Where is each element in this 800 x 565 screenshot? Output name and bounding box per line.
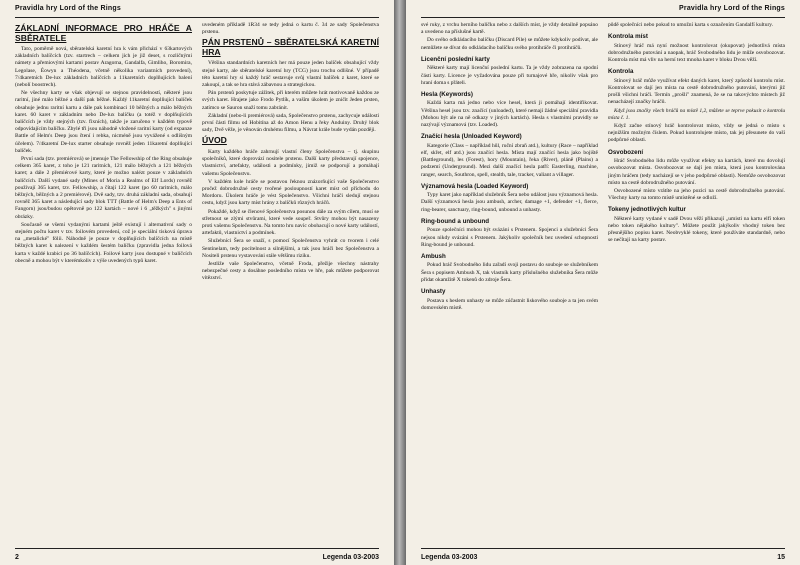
paragraph: Pokud hráč Svobodného lidu zařadí svoji postavu do souboje se služebníkem Šera s popisem Ambush X, tak vlastník karty příslušného služebníka Šera může přidat okamžitě X tokenů do zdroje Šera. [421,262,598,283]
paragraph: Většina standardních karetních her má pouze jeden balíček obsahující vždy stejné karty, ale sběratelské karetní hry (TCG) jsou trochu odlišné. V případě této karetní hry si každý hráč sestavuje svůj vlastní balíček z karet, které se zakoupí, a tak se hra stává zábavnou a strategickou. [202,60,379,89]
paragraph: Osvobozené místo vrátíte na jeho pozici na cestě dobrodružného putování. Všechny karty na tomto místě umístěné se odloží. [608,187,785,202]
subheading: Kontrola míst [608,33,648,41]
column [15,22,192,545]
text-columns [15,22,379,545]
paragraph: První sada (tzv. premiérová) se jmenuje The Fellowship of the Ring obsahuje celkem 365 karet, z toho je 121 raritních, 121 málo běžných a 121 běžných karet; a dále 2 přemiérové karty, které je možno nalézt pouze v základních balíčcích. Další vydané sady (Mines of Moria a Realms of Elf Lords) rovněž používají 365 karet, tzv. Fellowship, a čítají 122 karet (po 60 raritních, málo běžných, běžných a 2 premiérové). Dvě sady, tzv. druhá základní sada, obsahují rovněž 365 karet a následující sady blok TTT (Battle of Helm's Deep a Ents of Fangorn) jsou/budou opětovně po 122 kartách – nové i 6 „těžkých" s jinými obrázky. [15,156,192,220]
paragraph: Pouze společníci mohou být svázáni s Prstenem. Spojenci a služebníci Šera nejsou nikdy svázáni s Prstenem. Jakýkoliv společník bez uvedení schopnosti Ring-bound je unbound. [421,227,598,248]
paragraph: své ruky, z vrchu herního balíčku nebo z dalších míst, je vždy detailně popsáno a uvedeno na příslušné kartě. [421,22,598,36]
paragraph: Tato, poměrně nová, sběratelská karetní hra k vám přichází v 63kartových základních balíčcích (tzv. startrech – celkem jich je již deset, s rozličnými námety a přemiovými kartami postav Aragorna, Gandalfa, Gimliho, Boromira, Legolase, Éowyn a Théodena, včetně několika variantních provedení), 7/4karetních De-lux základních balíčcích a 11karetních doplňujících balení (nebolí boostrech). [15,46,192,89]
paragraph: Ne všechny karty se však objevují se stejnou pravidelností, některé jsou raritní, jiné málo běžné a další pak běžné. Každý 11karetní doplňující balíček obsahuje jednu raritní kartu a dále pak kombinaci 10 běžných a málo běžných karet. 60 karet v základním nebo De-lux balíčku (a totéž v doplňujících balíčcích je vždy stejných (tzv. fixních), takže je zaručeno v každém typově odpovídajícím balíčku. Zbylé tři jsou náhodně vložené raritní karty (od expanze Battle of Helm's Deep jsou čtení i rebka, nicméně jsou vyvážené s odlišným účelem). 7/4karetní De-lux starter obsahuje rovněž jeden 11karetní doplňující balíček. [15,90,192,154]
paragraph: Typy karet jako například služebník Šera nebo událost jsou významová hesla. Další významová hesla jsou ambush, archer, damage +1, defender +1, fierce, ring-bearer, sanctuary, ring-bound, unbound a unhasty. [421,192,598,213]
paragraph: Postava s heslem unhasty se může zúčastnit liskového souboje a ta jen svém domovském místě. [421,297,598,311]
paragraph: Některé karty mají licenční poslední kartu. Ta je vždy zobrazena na spodní části karty. Licence je vyžadována pouze při turnajové hře, nikoliv však pro hraní doma s přáteli. [421,65,598,86]
column [421,22,598,545]
magazine-issue: Legenda 03-2003 [322,554,379,561]
section-heading: PÁN PRSTENŮ – SBĚRATELSKÁ KARETNÍ HRA [202,37,379,57]
page-footer [421,548,785,561]
paragraph: Každá karta má jedno nebo více hesel, která ji pomáhají identifikovat. Většina hesel jsou tzv. značící (unloaded), které nemají žádné speciální pravidla (Mohou být ale na ně odkazy v jiných kartách). Hesla s vlastními pravidly se nazývají významová (tzv. Loaded). [421,100,598,129]
subheading: Licenční poslední karty [421,55,490,63]
subheading: Ambush [421,252,446,260]
subheading: Tokeny jednotlivých kultur [608,206,686,214]
paragraph: Jestliže vaše Společenstvo, včetně Froda, přežije všechny nástrahy nebezpečné cesty a dosáhne posledního místa ve hře, pak můžete podporovat vítězství. [202,260,379,282]
paragraph: Pokaždé, když se členové Společenstva posunou dále za svým cílem, musí se střetnout se zlými stvůrami, které vede soupeř. Stvůry mohou být nasazeny proti vašemu Společenstvu. Na tomto hru navíc obohacují o nové karty událostí, artefaktů, vlastnictví a podmínek. [202,208,379,237]
paragraph: Základní (nebo-li premiérová) sada, Společenstvo prstenu, zachycuje události první části filmu od Hobitína až do Amon Henu a řeky Anduiny. Druhý blok sady, Dvě věže, je věnován druhému filmu, a Návrat krále bude vydán později. [202,112,379,134]
subheading: Osvobození [608,148,644,156]
page-number: 2 [15,554,19,561]
column [202,22,379,545]
subheading: Kontrola [608,68,634,76]
paragraph: Karty každého hráče zahrnují vlastní členy Společenstva – tj. skupinu společníků, které doprovází nositele prstenu. Další karty představují spojence, vlastnictví, artefakty, události a podmínky, jimiž se podporují a pomáhají vašemu Společenstvu. [202,148,379,177]
page-footer [15,548,379,561]
subheading: Hesla (Keywords) [421,90,473,98]
paragraph: Když začne stínový hráč kontrolovat místo, vždy se jedná o místo s nejnižším možným číslem. Pokud kontrolujete místo, tak jej přesunete do vaší podpůrné oblasti. [608,123,785,144]
right-page [406,0,800,565]
section-heading: ZÁKLADNÍ INFORMACE PRO HRÁČE A SBĚRATELE [15,23,192,43]
magazine-issue: Legenda 03-2003 [421,554,478,561]
left-page [0,0,394,565]
paragraph: Pán prstenů poskytuje zážitek, při kterém můžete hrát motivovaně každou ze svých karet. Hrajete jako Frodo Pytlík, a vaším úkolem je zničit Jeden prsten, zatímco se Sauron snaží tomu zabránit. [202,90,379,111]
paragraph: půdě společníci nebo pokud to umožní karta s označením Gandalfí kultury. [608,22,774,28]
example-note: Když jsou značky všech hráčů na místě 1,2, můžete se teprve pokusit o kontrolu místa č. 1. [608,107,785,121]
running-head: Pravidla hry Lord of the Rings [421,5,785,18]
paragraph: Stínový hráč může využívat efekt daných karet, který způsobí kontrolu míst. Kontrolovat se dají jen místa na cestě dobrodružného putování, kterými již prošli všichni hráči. Termín „prošli" znamená, že se na takovýchto místech již nenacházejí značky hráčů. [608,77,785,106]
paragraph: Do svého odkládacího balíčku (Discard Pile) se můžete kdykoliv podívat, ale nemůžete se dívat do odkládacího balíčku svého protihráče či protihráčů. [421,37,598,51]
paragraph: Hráč Svobodného lidu může využívat efekty na kartách, které mu dovolují osvobozovat místa. Osvobozovat se dají jen místa, která jsou kontrolována jiným hráčem (tedy nacházejí se v jeho podpůrné oblasti). Nemůže osvobozovat místo na cestě dobrodružného putování. [608,158,785,186]
subheading: Značící hesla (Unloaded Keyword) [421,133,522,141]
paragraph: Některé karty vydané v sadě Dvou věží přikazují „umisti na kartu elfí token nebo token nějakého kultury". Můžete použít jakýkoliv vhodný token bez přesnějšího popisu karet. Neobvyklé tokeny, které používáte standardně, nebo se nečítají na karty postav. [608,215,785,244]
section-heading: ÚVOD [202,135,227,146]
page-number: 15 [777,554,785,561]
paragraph: uvedeném příkladě 1R34 se tedy jedná o kartu č. 34 ze sady Společenstva prstenu. [202,22,379,36]
paragraph: Služebníci Šera se snaží, s pomocí Společenstva vyhrát co tvorem i celé Sentinelam, tedy pocítelnost a silnějšími, a tak jsou hráči bez Společenstva a Nositeli prstenu vystavováni stále většímu riziku. [202,238,379,259]
text-columns [421,22,785,545]
paragraph: Současně se všemi vydanými kartami ještě existují i alternativní sady o stejném počtu karet v tzv. foilovém provedení, což je speciální tisková úprava na „metalické" fólii. Náhodně je pouze v doplňujících balíčcích na místě běžných karet k nalezení v každém šestém balíčku (zpravidla jedna foilová karta v každé krabici po 36 balíčcích). Foilové karty jsou dostupné v balíčcích obecně a mohou být v kterémkoliv z výše uvedených typů karet. [15,221,192,264]
subheading: Významová hesla (Loaded Keyword) [421,182,529,190]
book-gutter [394,0,406,565]
subheading: Ring-bound a unbound [421,217,490,225]
running-head: Pravidla hry Lord of the Rings [15,5,379,18]
paragraph: Kategorie (Class – například hůl, ruční zbraň atd.), kultury (Race – například elf, skřet, elf atd.) jsou značící hesla. Místa mají značící hesla jako bojiště (Battleground), les (Forest), hory (Mountain), řeka (River), pláně (Plains) a podzemí (Underground). Mezi další značící hesla patří: Easterling, machine, ranger, search, Southron, spell, stealth, tale, tracker, valiant a villager. [421,142,598,178]
subheading: Unhasty [421,288,446,296]
paragraph: V každém kole hráče se postavou řeknou znázorňující vaše Společenstvo pročež dobrodružné cesty tvořené posloupností karet míst od příchodu do Mordoru. Úkolem hráče je vést Společenstvo. Všichni hráči sledují stejnou cestu, když jsou karty míst hrány z balíčků různých hráčů. [202,178,379,207]
column [608,22,785,545]
paragraph: Stínový hráč má nyní možnost kontrolovat (okupovat) jednotlivá místa dobrodružného putování a naopak, hráč Svobodného lidu je může osvobozovat. Kontrola míst má vliv na herní text mnoha karet v bloku Dvou věží. [608,42,785,64]
